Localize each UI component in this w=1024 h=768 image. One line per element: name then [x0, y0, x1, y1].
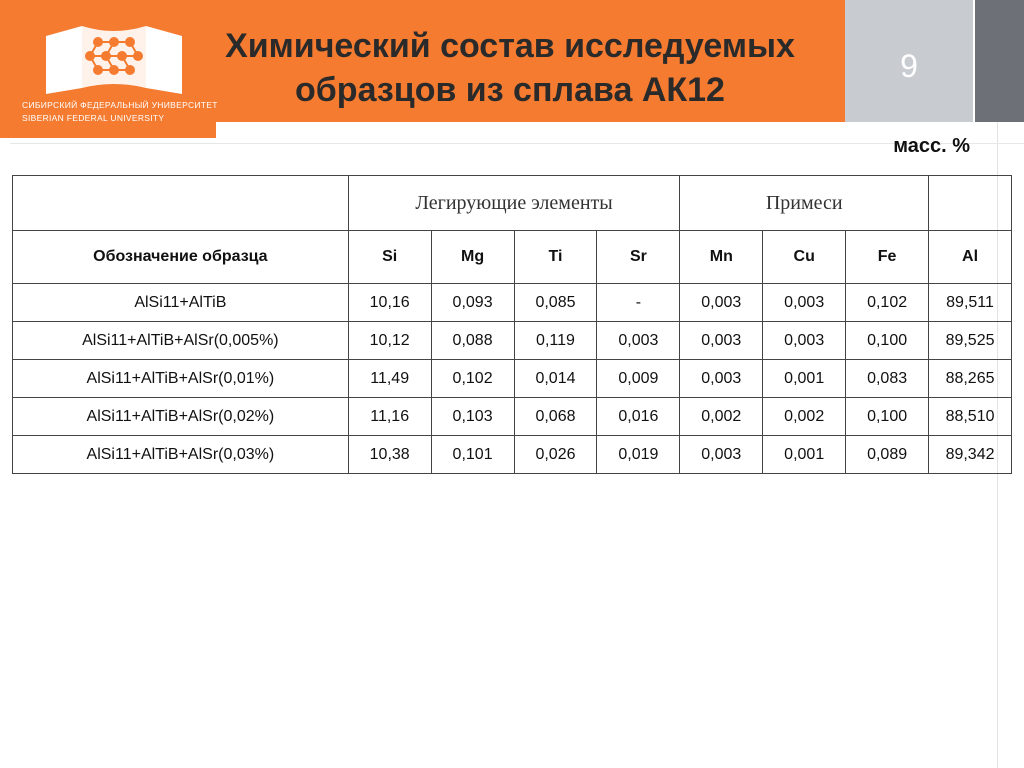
table-cell: 0,068	[514, 398, 597, 436]
column-header-mn: Mn	[680, 231, 763, 284]
column-header-sr: Sr	[597, 231, 680, 284]
sample-label: AlSi11+AlTiB+AlSr(0,02%)	[13, 398, 349, 436]
group-header-empty	[13, 176, 349, 231]
table-cell: 0,119	[514, 322, 597, 360]
table-cell: 0,083	[846, 360, 929, 398]
table-cell: 0,085	[514, 284, 597, 322]
table-cell: 0,088	[431, 322, 514, 360]
column-header-ti: Ti	[514, 231, 597, 284]
table-cell: 0,003	[763, 322, 846, 360]
group-header-impurities: Примеси	[680, 176, 929, 231]
table-cell: 0,102	[846, 284, 929, 322]
logo-name-ru: СИБИРСКИЙ ФЕДЕРАЛЬНЫЙ УНИВЕРСИТЕТ	[22, 100, 218, 110]
table-cell: 0,093	[431, 284, 514, 322]
table-cell: 10,12	[348, 322, 431, 360]
table-row	[13, 436, 1012, 474]
table-cell: 88,265	[929, 360, 1012, 398]
group-header-row	[13, 176, 1012, 231]
table-cell: 89,525	[929, 322, 1012, 360]
table-cell: 0,003	[680, 322, 763, 360]
slide-number: 9	[900, 48, 918, 84]
table-cell: 10,38	[348, 436, 431, 474]
table-cell: 0,100	[846, 398, 929, 436]
table-cell: 11,16	[348, 398, 431, 436]
table-cell: 0,003	[680, 360, 763, 398]
table-cell: 0,003	[680, 436, 763, 474]
table-cell: 10,16	[348, 284, 431, 322]
sample-label: AlSi11+AlTiB+AlSr(0,03%)	[13, 436, 349, 474]
column-header-row	[13, 231, 1012, 284]
table-row	[13, 284, 1012, 322]
composition-table	[12, 175, 1012, 474]
table-cell: 11,49	[348, 360, 431, 398]
sample-label: AlSi11+AlTiB	[13, 284, 349, 322]
table-cell: 0,101	[431, 436, 514, 474]
university-emblem-icon	[42, 22, 192, 98]
page-title	[180, 24, 840, 112]
table-cell: 0,009	[597, 360, 680, 398]
group-header-empty-al	[929, 176, 1012, 231]
header-dark-block	[975, 0, 1024, 122]
column-header-si: Si	[348, 231, 431, 284]
sample-label: AlSi11+AlTiB+AlSr(0,01%)	[13, 360, 349, 398]
table-cell: 0,001	[763, 436, 846, 474]
table-row	[13, 398, 1012, 436]
table-cell: 0,002	[763, 398, 846, 436]
table-cell: 0,103	[431, 398, 514, 436]
table-cell: 89,511	[929, 284, 1012, 322]
group-header-alloying: Легирующие элементы	[348, 176, 680, 231]
table-cell: 0,003	[680, 284, 763, 322]
title-line-2: образцов из сплава АК12	[295, 71, 725, 109]
table-cell: 89,342	[929, 436, 1012, 474]
table-cell: 0,003	[763, 284, 846, 322]
table-cell: 0,100	[846, 322, 929, 360]
table-cell: 0,019	[597, 436, 680, 474]
sample-label: AlSi11+AlTiB+AlSr(0,005%)	[13, 322, 349, 360]
column-header-fe: Fe	[846, 231, 929, 284]
table-cell: 0,014	[514, 360, 597, 398]
table-cell: -	[597, 284, 680, 322]
column-header-mg: Mg	[431, 231, 514, 284]
column-header-cu: Cu	[763, 231, 846, 284]
table-cell: 0,016	[597, 398, 680, 436]
table-cell: 0,001	[763, 360, 846, 398]
table-cell: 0,026	[514, 436, 597, 474]
column-header-sample: Обозначение образца	[13, 231, 349, 284]
title-line-1: Химический состав исследуемых	[225, 27, 795, 65]
table-row	[13, 322, 1012, 360]
table-cell: 0,089	[846, 436, 929, 474]
table-cell: 88,510	[929, 398, 1012, 436]
units-label: масс. %	[893, 135, 970, 157]
table-cell: 0,102	[431, 360, 514, 398]
table-cell: 0,002	[680, 398, 763, 436]
table-row	[13, 360, 1012, 398]
table-cell: 0,003	[597, 322, 680, 360]
column-header-al: Al	[929, 231, 1012, 284]
logo-name-en: SIBERIAN FEDERAL UNIVERSITY	[22, 113, 165, 123]
